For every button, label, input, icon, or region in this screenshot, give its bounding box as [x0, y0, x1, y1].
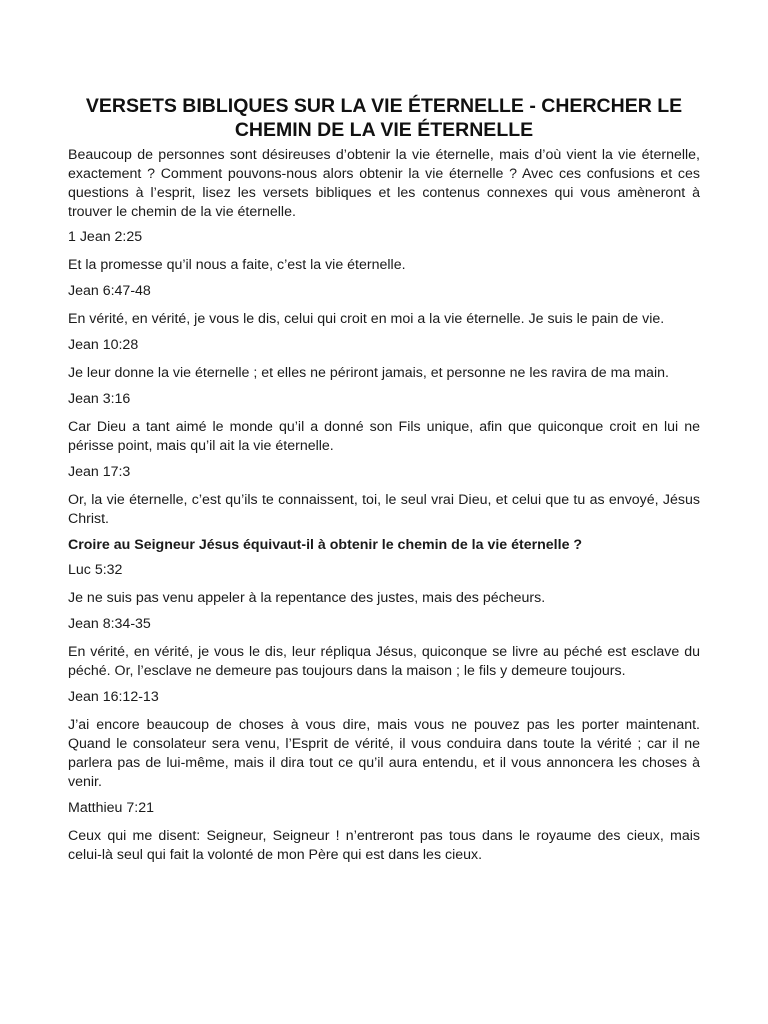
verse-text: Or, la vie éternelle, c’est qu’ils te connaissent, toi, le seul vrai Dieu, et celui que tu as envoyé, Jésus Christ. — [68, 492, 700, 527]
verse-reference: Jean 6:47-48 — [68, 283, 151, 299]
intro-paragraph: Beaucoup de personnes sont désireuses d’obtenir la vie éternelle, mais d’où vient la vie éternelle, exactement ? Comment pouvons-nous alors obtenir la vie éternelle ? Avec ces confusions et ces questions à l’esprit, lisez les versets bibliques et les contenus connexes qui vous amèneront à trouver le chemin de la vie éternelle. — [68, 147, 700, 220]
verse-reference: Jean 10:28 — [68, 337, 139, 353]
verse-text: J’ai encore beaucoup de choses à vous dire, mais vous ne pouvez pas les porter maintenant. Quand le consolateur sera venu, l’Esprit de vérité, il vous conduira dans toute la vérité ; car il ne parlera pas de lui-même, mais il dira tout ce qu’il aura entendu, et il vous annoncera les choses à venir. — [68, 717, 700, 790]
verse-text: Je leur donne la vie éternelle ; et elles ne périront jamais, et personne ne les ravira de ma main. — [68, 365, 669, 381]
verse-text: Car Dieu a tant aimé le monde qu’il a donné son Fils unique, afin que quiconque croit en lui ne périsse point, mais qu’il ait la vie éternelle. — [68, 419, 700, 454]
verse-section-1 — [68, 228, 700, 529]
verse-text: En vérité, en vérité, je vous le dis, leur répliqua Jésus, quiconque se livre au péché est esclave du péché. Or, l’esclave ne demeure pas toujours dans la maison ; le fils y demeure toujours. — [68, 644, 700, 679]
verse-text: Et la promesse qu’il nous a faite, c’est la vie éternelle. — [68, 257, 406, 273]
verse-text: En vérité, en vérité, je vous le dis, celui qui croit en moi a la vie éternelle. Je suis le pain de vie. — [68, 311, 665, 327]
verse-reference: Luc 5:32 — [68, 562, 123, 578]
document-title: VERSETS BIBLIQUES SUR LA VIE ÉTERNELLE - CHERCHER LE CHEMIN DE LA VIE ÉTERNELLE — [85, 95, 683, 141]
verse-text: Ceux qui me disent: Seigneur, Seigneur ! n’entreront pas tous dans le royaume des cieux, mais celui-là seul qui fait la volonté de mon Père qui est dans les cieux. — [68, 828, 700, 863]
verse-reference: Jean 8:34-35 — [68, 616, 151, 632]
verse-section-2 — [68, 561, 700, 865]
section-question-heading: Croire au Seigneur Jésus équivaut-il à obtenir le chemin de la vie éternelle ? — [68, 537, 583, 553]
verse-reference: Jean 3:16 — [68, 391, 131, 407]
verse-text: Je ne suis pas venu appeler à la repentance des justes, mais des pécheurs. — [68, 590, 546, 606]
verse-reference: Matthieu 7:21 — [68, 800, 154, 816]
verse-reference: Jean 16:12-13 — [68, 689, 159, 705]
verse-reference: 1 Jean 2:25 — [68, 229, 143, 245]
verse-reference: Jean 17:3 — [68, 464, 131, 480]
